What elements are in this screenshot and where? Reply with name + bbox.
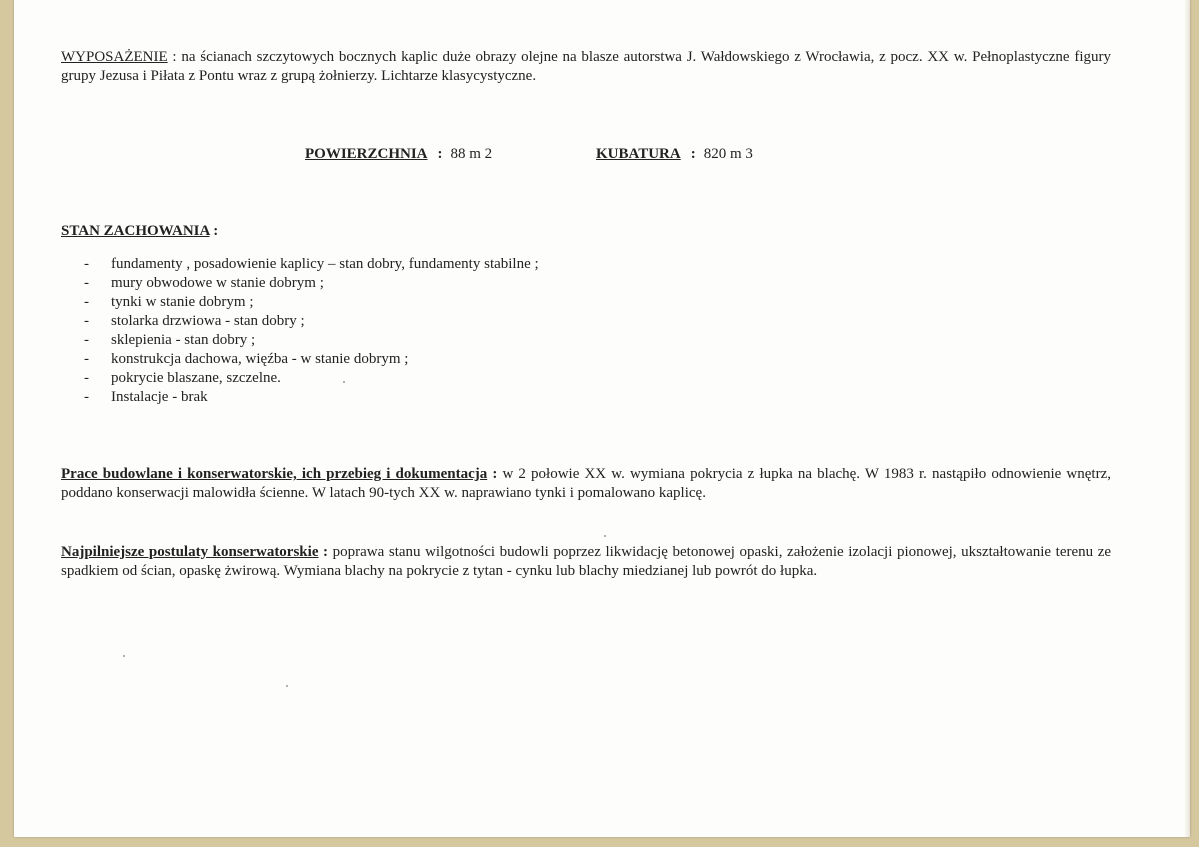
powierzchnia-label: POWIERZCHNIA (305, 146, 428, 162)
wyposazenie-text: na ścianach szczytowych bocznych kaplic duże obrazy olejne na blasze autorstwa J. Wałdowskiego z Wrocławia, z pocz. XX w. Pełnoplastyczne figury grupy Jezusa i Piłata z Pontu wraz z grupą żołnierzy. Lichtarze klasycystyczne. (61, 49, 1111, 84)
wyposazenie-label: WYPOSAŻENIE (61, 49, 168, 65)
document-sheet (14, 0, 1190, 837)
list-dash: - (84, 332, 89, 348)
kubatura-stat (596, 145, 753, 164)
prace-separator: : (487, 466, 503, 482)
scan-speck (604, 535, 606, 537)
powierzchnia-separator: : (437, 146, 443, 162)
list-item-text: sklepienia - stan dobry ; (111, 332, 256, 348)
stan-list (84, 255, 539, 407)
list-item (84, 331, 539, 350)
list-item (84, 369, 539, 388)
list-item (84, 274, 539, 293)
list-item-text: Instalacje - brak (111, 389, 208, 405)
stan-heading-suffix: : (209, 223, 219, 239)
stan-heading-label: STAN ZACHOWANIA (61, 223, 210, 239)
list-item-text: stolarka drzwiowa - stan dobry ; (111, 313, 305, 329)
list-item (84, 388, 539, 407)
list-item (84, 293, 539, 312)
prace-paragraph (61, 465, 1111, 503)
powierzchnia-value: 88 m 2 (450, 146, 493, 162)
scan-speck (343, 381, 345, 383)
list-item-text: tynki w stanie dobrym ; (111, 294, 254, 310)
list-item-text: pokrycie blaszane, szczelne. (111, 370, 281, 386)
prace-label: Prace budowlane i konserwatorskie, ich przebieg i dokumentacja (61, 466, 488, 482)
list-item-text: mury obwodowe w stanie dobrym ; (111, 275, 324, 291)
scan-speck (123, 655, 125, 657)
prace-text: w 2 połowie XX w. wymiana pokrycia z łupka na blachę. W 1983 r. nastąpiło odnowienie wnętrz, poddano konserwacji malowidła ścienne. W latach 90-tych XX w. naprawiano tynki i pomalowano kaplicę. (61, 466, 1111, 501)
list-item (84, 312, 539, 331)
scan-speck (286, 685, 288, 687)
list-dash: - (84, 389, 89, 405)
stan-heading (61, 222, 1111, 241)
kubatura-separator: : (690, 146, 696, 162)
postulaty-separator: : (318, 544, 333, 560)
kubatura-value: 820 m 3 (703, 146, 753, 162)
list-dash: - (84, 313, 89, 329)
sheet-edge (1184, 0, 1190, 837)
list-dash: - (84, 256, 89, 272)
powierzchnia-stat (305, 145, 492, 164)
list-dash: - (84, 351, 89, 367)
list-item (84, 350, 539, 369)
list-item-text: konstrukcja dachowa, więźba - w stanie dobrym ; (111, 351, 409, 367)
list-item-text: fundamenty , posadowienie kaplicy – stan dobry, fundamenty stabilne ; (111, 256, 539, 272)
list-dash: - (84, 294, 89, 310)
postulaty-label: Najpilniejsze postulaty konserwatorskie (61, 544, 319, 560)
kubatura-label: KUBATURA (596, 146, 681, 162)
list-dash: - (84, 275, 89, 291)
postulaty-paragraph (61, 543, 1111, 581)
list-item (84, 255, 539, 274)
postulaty-text: poprawa stanu wilgotności budowli poprzez likwidację betonowej opaski, założenie izolacji pionowej, ukształtowanie terenu ze spadkiem od ścian, opaskę żwirową. Wymiana blachy na pokrycie z tytan - cynku lub blachy miedzianej lub powrót do łupka. (61, 544, 1112, 579)
wyposazenie-separator: : (167, 49, 182, 65)
wyposazenie-paragraph (61, 48, 1111, 86)
list-dash: - (84, 370, 89, 386)
